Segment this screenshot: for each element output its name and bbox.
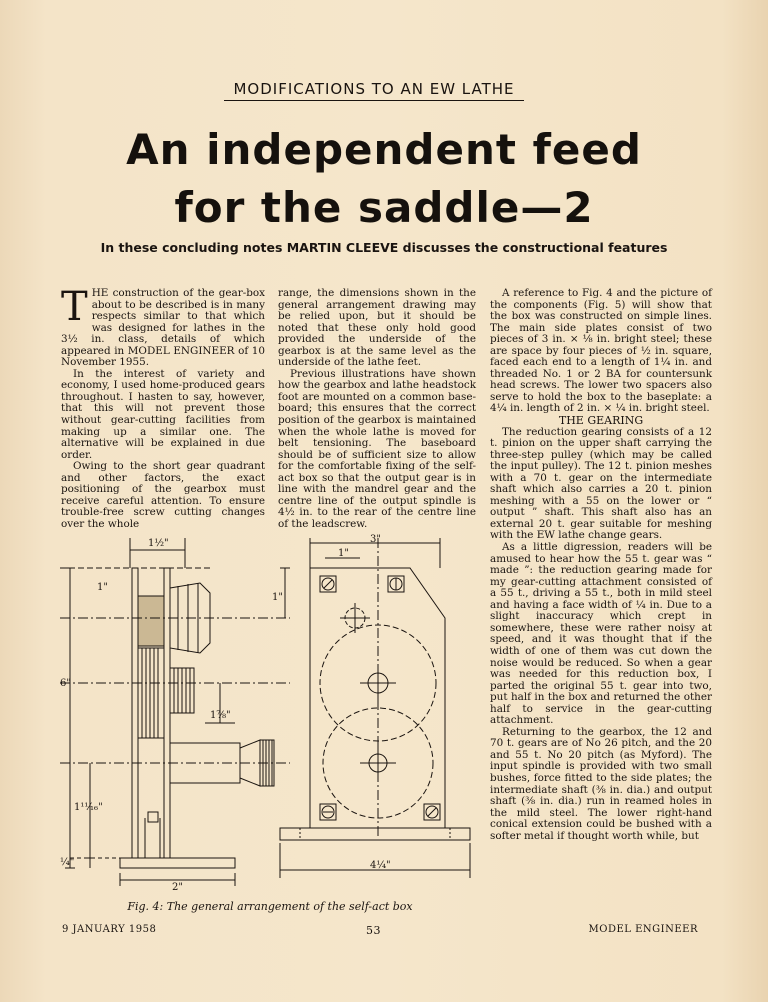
paragraph: Owing to the short gear quadrant and other factors, the exact positioning of the gearbox must receive careful attention. To ensure trouble-free screw cutting changes over the whole (61, 460, 265, 530)
paragraph: THE construction of the gear-box about to be described is in many respects similar to that which was designed for lathes in the 3½ in. class, details of which appeared in MODEL ENGINEER of 10 November 1955. (61, 284, 265, 369)
standfirst: In these concluding notes MARTIN CLEEVE discusses the constructional features (100, 240, 668, 255)
section-kicker: MODIFICATIONS TO AN EW LATHE (233, 80, 515, 98)
dim-label: 3" (370, 534, 381, 545)
drop-cap: T (61, 284, 88, 330)
dim-label: 1" (338, 548, 349, 559)
dim-label: 1½" (148, 538, 169, 549)
paragraph: In the interest of variety and economy, I used home-produced gears throughout. I hasten to say, however, that this will not prevent those without gear-cutting facilities from making up a similar one. The alternative will be explained in due order. (61, 367, 265, 461)
article-title-line1: An independent feed (126, 125, 642, 174)
article-title-line2: for the saddle—2 (174, 183, 594, 232)
text-column-2 (278, 288, 476, 530)
dim-label: 6" (60, 678, 71, 689)
paragraph: A reference to Fig. 4 and the picture of the components (Fig. 5) will show that the box was constructed on simple lines. The main side plates consist of two pieces of 3 in. × ⅛ in. bright steel; these are space by four pieces of ½ in. square, faced each end to a length of 1¼ in. and threaded No. 1 or 2 BA for countersunk head screws. The lower two spacers also serve to hold the box to the baseplate: a 4¼ in. length of 2 in. × ¼ in. bright steel. (490, 287, 712, 415)
gearbox-drawing (60, 528, 480, 898)
dim-label: 4¼" (370, 860, 391, 871)
footer-magazine: MODEL ENGINEER (588, 924, 698, 935)
paragraph: Returning to the gearbox, the 12 and 70 t. gears are of No 26 pitch, and the 20 and 55 t. No 20 pitch (as Myford). The input spindle is provided with two small bushes, force fitted to the side plates; the intermediate shaft (⅜ in. dia.) and output shaft (⅜ in. dia.) run in reamed holes in the mild steel. The lower right-hand conical extension could be bushed with a softer metal if thought worth while, but (490, 725, 712, 842)
text-column-3 (490, 288, 712, 842)
dim-label: 1" (97, 582, 108, 593)
page-number: 53 (366, 924, 381, 937)
dim-label: 1" (272, 592, 283, 603)
dim-label: ¼" (60, 857, 75, 868)
subheading: THE GEARING (558, 414, 644, 428)
paragraph: The reduction gearing consists of a 12 t. pinion on the upper shaft carrying the three-step pulley (which may be called the input pulley). The 12 t. pinion meshes with a 70 t. gear on the intermediate shaft which also carries a 20 t. pinion meshing with a 55 on the lower or “ output ” shaft. This shaft also has an external 20 t. gear suitable for meshing with the EW lathe change gears. (490, 425, 712, 542)
paragraph: range, the dimensions shown in the general arrangement drawing may be relied upon, but it should be noted that these only hold good provided the underside of the gearbox is at the same level as the underside of the lathe feet. (278, 287, 476, 369)
figure-caption: Fig. 4: The general arrangement of the self-act box (127, 900, 413, 913)
footer-date: 9 JANUARY 1958 (62, 924, 157, 935)
paragraph: As a little digression, readers will be amused to hear how the 55 t. gear was “ made ”: the reduction gearing made for my gear-cutting attachment consisted of a 55 t., driving a 55 t., both in mild steel and having a face width of ¼ in. Due to a slight inaccuracy which crept in somewhere, these were rather noisy at speed, and it was thought that if the width of one of them was cut down the noise would be reduced. So when a gear was needed for this reduction box, I parted the original 55 t. gear into two, put half in the box and returned the other half to service in the gear-cutting attachment. (490, 541, 712, 727)
text-column-1 (61, 284, 265, 530)
paragraph: Previous illustrations have shown how the gearbox and lathe headstock foot are mounted on a common base-board; this ensures that the correct position of the gearbox is maintained when the whole lathe is moved for belt tensioning. The baseboard should be of sufficient size to allow for the comfortable fixing of the self-act box so that the output gear is in line with the mandrel gear and the centre line of the output spindle is 4½ in. to the rear of the centre line of the leadscrew. (278, 367, 476, 530)
dim-label: 1⅞" (210, 710, 231, 721)
dim-label: 2" (172, 882, 183, 893)
dim-label: 1¹¹⁄₁₆" (74, 802, 103, 813)
kicker-underline (224, 100, 524, 101)
